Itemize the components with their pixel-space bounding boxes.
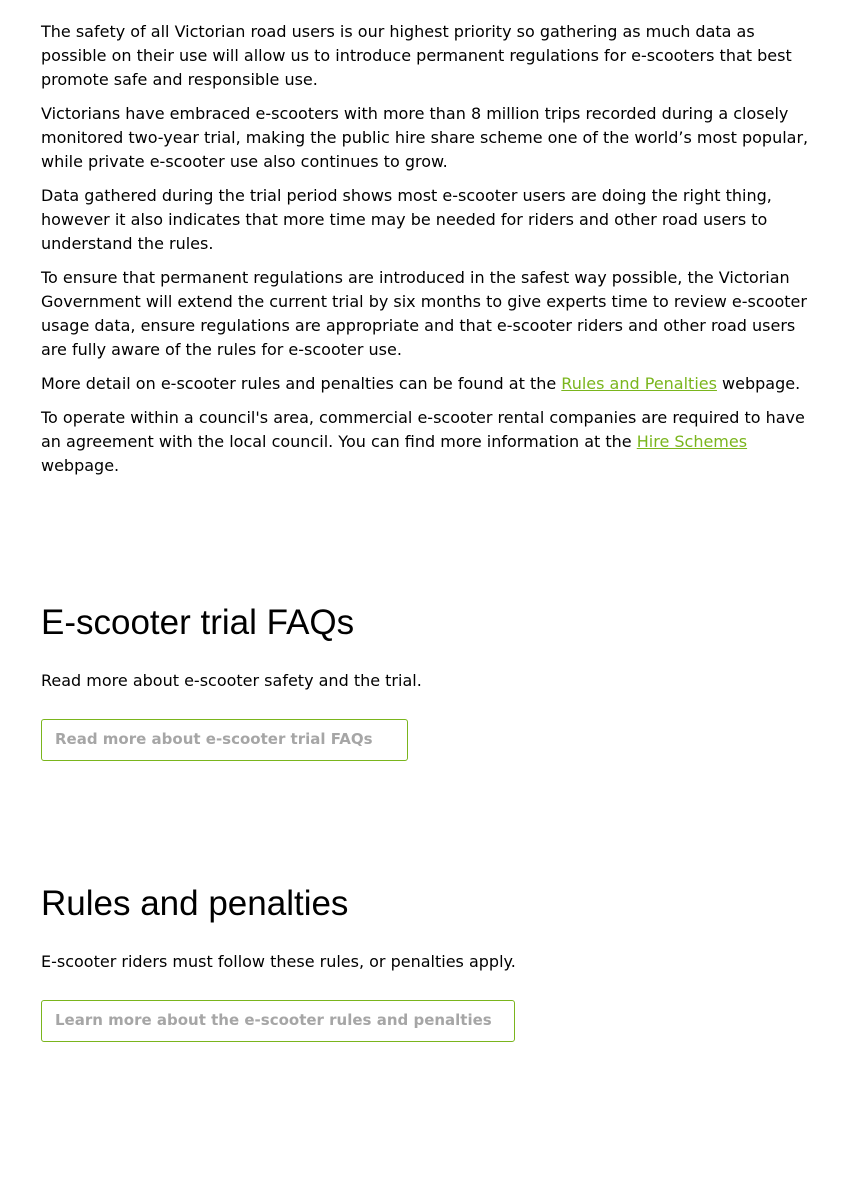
paragraph-hire-schemes-suffix: webpage.	[41, 456, 120, 475]
paragraph-safety-priority: The safety of all Victorian road users is our highest priority so gathering as much data as possible on their use will allow us to introduce permanent regulations for e-scooters that best promote safe and responsible use.	[41, 22, 792, 89]
faqs-section	[41, 603, 811, 748]
rules-heading: Rules and penalties	[41, 884, 349, 923]
paragraph-trial-extension: To ensure that permanent regulations are introduced in the safest way possible, the Victorian Government will extend the current trial by six months to give experts time to review e-scooter usage data, ensure regulations are appropriate and that e-scooter riders and other road users are fully aware of the rules for e-scooter use.	[41, 268, 807, 359]
rules-and-penalties-link[interactable]: Rules and Penalties	[561, 374, 717, 393]
paragraph-hire-schemes	[41, 406, 811, 478]
paragraph-rules-detail	[41, 372, 811, 396]
faqs-read-more-button[interactable]: Read more about e-scooter trial FAQs	[41, 719, 408, 761]
paragraph-trips-recorded: Victorians have embraced e-scooters with more than 8 million trips recorded during a closely monitored two-year trial, making the public hire share scheme one of the world’s most popular, while private e-scooter use also continues to grow.	[41, 104, 809, 171]
paragraph-rules-detail-text: More detail on e-scooter rules and penalties can be found at the	[41, 374, 562, 393]
hire-schemes-link[interactable]: Hire Schemes	[636, 432, 748, 451]
article-body	[41, 20, 811, 488]
faqs-description: Read more about e-scooter safety and the trial.	[41, 671, 422, 690]
paragraph-rules-detail-suffix: webpage.	[716, 374, 801, 393]
paragraph-trial-data: Data gathered during the trial period shows most e-scooter users are doing the right thing, however it also indicates that more time may be needed for riders and other road users to understand the rules.	[41, 186, 772, 253]
rules-section	[41, 884, 811, 1029]
paragraph-hire-schemes-text: To operate within a council's area, commercial e-scooter rental companies are required to have an agreement with the local council. You can find more information at the	[41, 408, 805, 451]
rules-learn-more-button[interactable]: Learn more about the e-scooter rules and penalties	[41, 1000, 515, 1042]
rules-description: E-scooter riders must follow these rules, or penalties apply.	[41, 952, 516, 971]
faqs-heading: E-scooter trial FAQs	[41, 603, 355, 642]
